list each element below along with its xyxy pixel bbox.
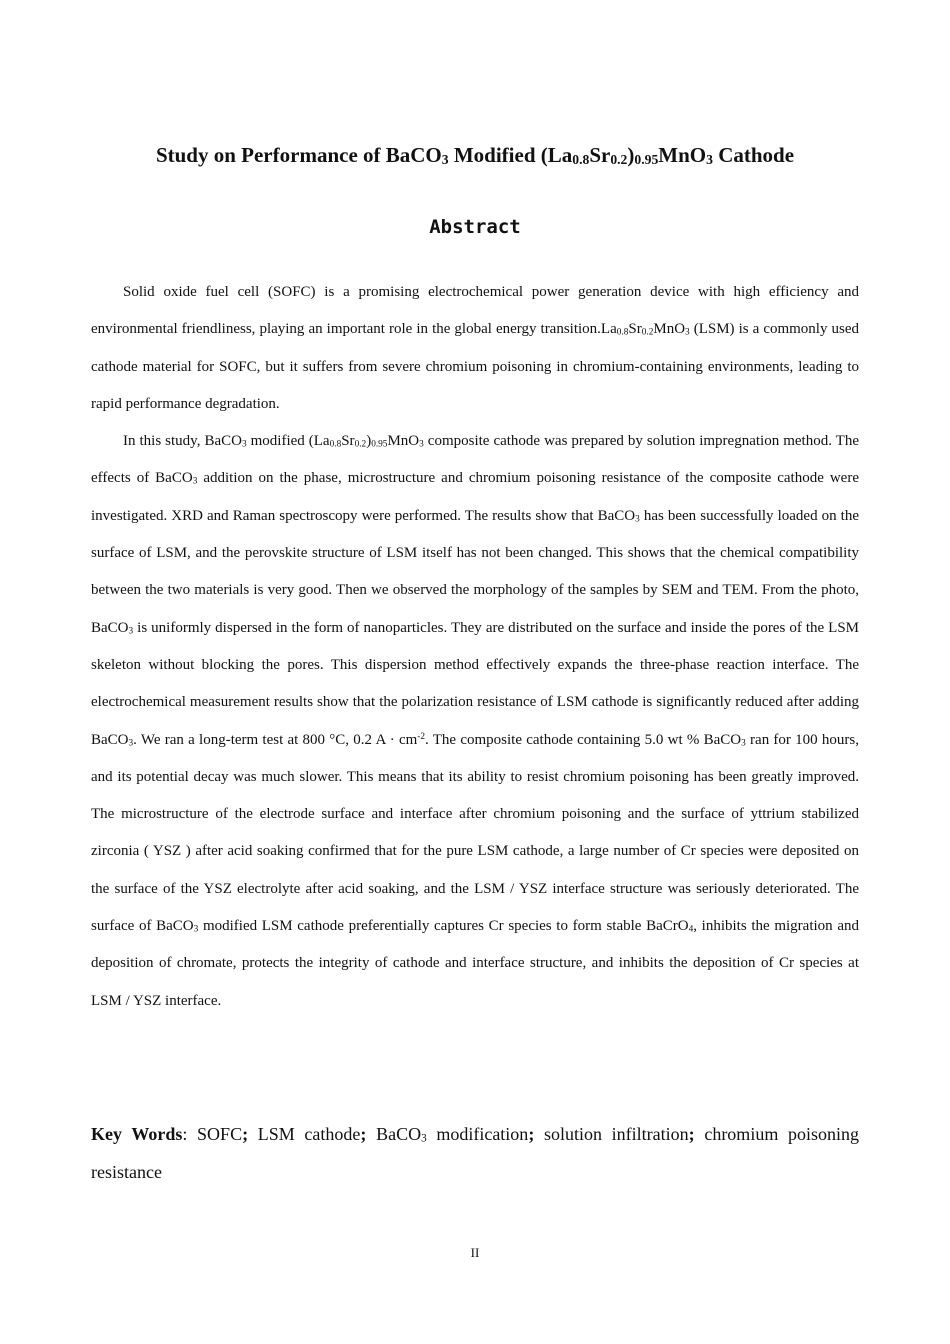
key-words: Key Words: SOFC; LSM cathode; BaCO$_3$ modification; solution infiltration; chromium poisoning resistance [91, 1124, 859, 1182]
title-text: MnO [658, 143, 707, 167]
abstract-paragraph-2: In this study, BaCO$_3$ modified $(La_{0.8}Sr_{0.2})_{0.95}MnO_3$ composite cathode was prepared by solution impregnation method. The effects of BaCO$_3$ addition on the phase, microstructure and chromium poisoning resistance of the composite cathode were investigated. XRD and Raman spectroscopy were performed. The results show that BaCO$_3$ has been successfully loaded on the surface of LSM, and the perovskite structure of LSM itself has not been changed. This shows that the chemical compatibility between the two materials is very good. Then we observed the morphology of the samples by SEM and TEM. From the photo, BaCO$_3$ is uniformly dispersed in the form of nanoparticles. They are distributed on the surface and inside the pores of the LSM skeleton without blocking the pores. This dispersion method effectively expands the three-phase reaction interface. The electrochemical measurement results show that the polarization resistance of LSM cathode is significantly reduced after adding BaCO$_3$. We ran a long-term test at 800 °C, 0.2 $A \cdot cm^{-2}$. The composite cathode containing 5.0 wt % BaCO$_3$ ran for 100 hours, and its potential decay was much slower. This means that its ability to resist chromium poisoning has been greatly improved. The microstructure of the electrode surface and interface after chromium poisoning and the surface of yttrium stabilized zirconia ( YSZ ) after acid soaking confirmed that for the pure LSM cathode, a large number of Cr species were deposited on the surface of the YSZ electrolyte after acid soaking, and the LSM / YSZ interface structure was seriously deteriorated. The surface of BaCO$_3$ modified LSM cathode preferentially captures Cr species to form stable BaCrO$_4$, inhibits the migration and deposition of chromate, protects the integrity of cathode and interface structure, and inhibits the deposition of Cr species at LSM / YSZ interface. [91, 433, 860, 1009]
abstract-heading: Abstract [429, 216, 521, 238]
title-text: Cathode [712, 143, 795, 167]
title-text: Study on Performance of BaCO [155, 143, 442, 167]
abstract-paragraph-1: Solid oxide fuel cell (SOFC) is a promising electrochemical power generation device with high efficiency and environmental friendliness, playing an important role in the global energy $transition.La_{0.8}Sr_{0.2}MnO_3$ (LSM) is a commonly used cathode material for SOFC, but it suffers from severe chromium poisoning in chromium-containing environments, leading to rapid performance degradation. [91, 284, 860, 412]
page-number: II [470, 1245, 480, 1260]
title-subscript: 0.8 [572, 152, 590, 168]
title-subscript: 3 [441, 152, 449, 168]
title-subscript: 3 [706, 152, 713, 168]
title-text: Modified (La [448, 143, 573, 167]
title-text: ) [627, 143, 635, 167]
keyword: chromium poisoning resistance [91, 1124, 859, 1182]
keyword: LSM cathode [257, 1124, 361, 1144]
title-text: Sr [589, 143, 611, 167]
key-words-label: Key Words [91, 1124, 183, 1144]
keyword: solution infiltration [543, 1124, 689, 1144]
abstract-body [91, 274, 859, 1020]
paper-title [0, 140, 950, 170]
keyword: BaCO$_3$ modification [376, 1124, 529, 1145]
title-subscript: 0.95 [634, 152, 659, 168]
title-subscript: 0.2 [610, 152, 628, 168]
keyword: SOFC [197, 1124, 243, 1144]
